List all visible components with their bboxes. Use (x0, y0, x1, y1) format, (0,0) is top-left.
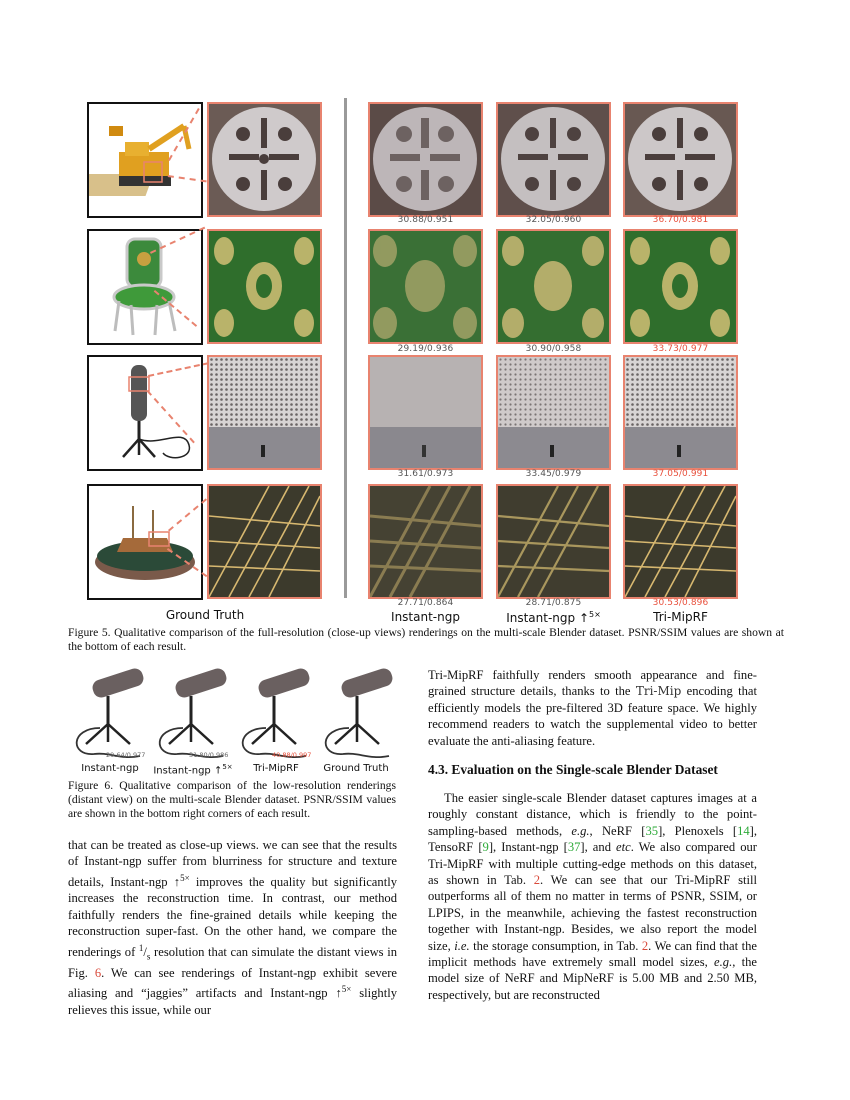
crop-instantngp-ship (368, 484, 483, 599)
crop-instantngp-mic (368, 355, 483, 470)
metric-label-best: 33.73/0.977 (652, 344, 709, 354)
figure-5-caption: Figure 5. Qualitative comparison of the full-resolution (close-up views) renderings on the multi-scale Blender dataset. PSNR/SSIM values are shown at the bottom of each result. (68, 626, 784, 653)
mic-render-ground-truth (319, 668, 403, 760)
column-label-instantngp-up: Instant-ngp ↑$^{5\times}$ (506, 610, 601, 625)
mic-metric: 31.80/0.986 (189, 751, 229, 759)
crop-trimiprf-chair (623, 229, 738, 344)
metric-label: 32.05/0.960 (525, 215, 582, 225)
citation-link[interactable]: 37 (567, 840, 581, 855)
crop-instantngp-up-mic (496, 355, 611, 470)
mic-render-trimiprf (236, 668, 320, 760)
figure-link[interactable]: 6 (94, 965, 102, 980)
right-column-paragraph-1: Tri-MipRF faithfully renders smooth appearance and fine-grained structure details, thanks to the Tri-Mip encoding that efficiently models the pre-filtered 3D feature space. We highly recommend readers to watch the supplemental video to better evaluate the anti-aliasing feature. (428, 668, 757, 748)
crop-gt-ship (207, 484, 322, 599)
metric-label-best: 36.70/0.981 (652, 215, 709, 225)
citation-link[interactable]: 35 (645, 823, 659, 838)
chair-thumbnail (87, 229, 203, 345)
figure-6-caption: Figure 6. Qualitative comparison of the low-resolution renderings (distant view) on the multi-scale Blender dataset. PSNR/SSIM values are shown in the bottom right corners of each result. (68, 779, 396, 820)
table-link[interactable]: 2 (641, 938, 649, 953)
metric-label: 29.19/0.936 (397, 344, 454, 354)
column-divider (344, 98, 347, 598)
lego-thumbnail (87, 102, 203, 218)
mic-metric-best: 40.88/0.997 (272, 751, 312, 759)
crop-instantngp-up-lego (496, 102, 611, 217)
citation-link[interactable]: 14 (737, 823, 750, 838)
crop-gt-lego (207, 102, 322, 217)
gt-column-label: Ground Truth (165, 608, 245, 622)
crop-trimiprf-mic (623, 355, 738, 470)
metric-label: 31.61/0.973 (397, 469, 454, 479)
microphone-thumbnail (87, 355, 203, 471)
metric-label: 30.88/0.951 (397, 215, 454, 225)
mic-render-instantngp-up (153, 668, 237, 760)
citation-link[interactable]: 9 (482, 840, 489, 855)
section-heading: 4.3. Evaluation on the Single-scale Blender Dataset (428, 762, 718, 777)
metric-label-best: 30.53/0.896 (652, 598, 709, 608)
crop-instantngp-chair (368, 229, 483, 344)
crop-gt-mic (207, 355, 322, 470)
crop-instantngp-up-chair (496, 229, 611, 344)
mic-metric: 29.64/0.977 (106, 751, 146, 759)
metric-label-best: 37.05/0.991 (652, 469, 709, 479)
crop-instantngp-up-ship (496, 484, 611, 599)
crop-trimiprf-lego (623, 102, 738, 217)
mic-render-instantngp (70, 668, 154, 760)
mic-label-instantngp-up: Instant-ngp ↑$^{5\times}$ (153, 763, 233, 777)
table-link[interactable]: 2 (533, 873, 541, 888)
metric-label: 28.71/0.875 (525, 598, 582, 608)
crop-trimiprf-ship (623, 484, 738, 599)
metric-label: 27.71/0.864 (397, 598, 454, 608)
crop-instantngp-lego (368, 102, 483, 217)
mic-label-instantngp: Instant-ngp (81, 763, 139, 774)
metric-label: 30.90/0.958 (525, 344, 582, 354)
column-label-instantngp: Instant-ngp (391, 610, 460, 624)
ship-thumbnail (87, 484, 203, 600)
mic-label-trimiprf: Tri-MipRF (253, 763, 299, 774)
column-label-trimiprf: Tri-MipRF (653, 610, 708, 624)
right-column-paragraph-2: The easier single-scale Blender dataset captures images at a roughly constant distance, which is friendly to the point-sampling-based methods, e.g., NeRF [35], Plenoxels [14], TensoRF [9], Instant-ngp [37], and etc. We also compared our Tri-MipRF with multiple cutting-edge methods on this dataset, as shown in Tab. 2. We can see that our Tri-MipRF still outperforms all of them no matter in terms of PSNR, SSIM, or LPIPS, in the meanwhile, achieving the fastest reconstruction together with Instant-ngp. Besides, we also report the model size, i.e. the storage consumption, in Tab. 2. We can find that the implicit methods have extremely small model sizes, e.g., the model size of NeRF and MipNeRF is 5.00 MB and 2.50 MB, respectively, but are reconstructed (428, 791, 757, 1002)
mic-label-ground-truth: Ground Truth (323, 763, 389, 774)
left-column-paragraph: that can be treated as close-up views. we can see that the results of Instant-ngp suffer from blurriness for structure and texture details, Instant-ngp ↑$^{5\times}$ improves the quality but significantly increases the reconstruction time. In contrast, our method faithfully renders the fine-grained details while keeping the reconstruction super-fast. On the other hand, we compare the renderings of $^1/_s$ resolution that can simulate the distant views in Fig. 6. We can see renderings of Instant-ngp exhibit severe aliasing and “jaggies” artifacts and Instant-ngp ↑$^{5\times}$ slightly relieves this issue, while our (68, 838, 397, 1017)
metric-label: 33.45/0.979 (525, 469, 582, 479)
crop-gt-chair (207, 229, 322, 344)
